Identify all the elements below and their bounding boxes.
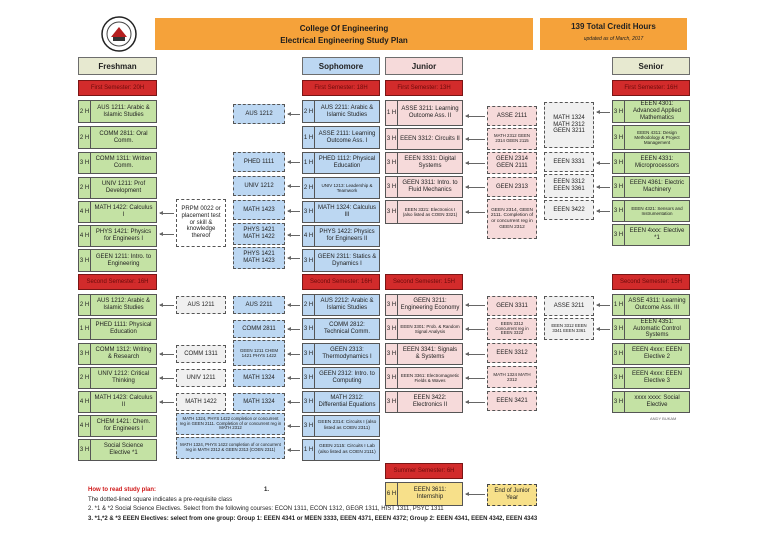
col-junior: Junior: [385, 57, 463, 75]
prereq-phys-math-2: PHYS 1421 MATH 1423: [233, 247, 285, 269]
course-geen-3211: 3 H GEEN 3211: Engineering Economy: [385, 294, 463, 316]
plan-title: Electrical Engineering Study Plan: [280, 35, 408, 45]
arrow: [466, 354, 485, 355]
prereq-eeen-group: EEEN 3312 EEEN 3341 EEEN 3361: [544, 318, 594, 340]
prereq-math-1324-b: MATH 1324: [233, 393, 285, 411]
prereq-eeen-3312-3361: EEEN 3312 EEEN 3361: [544, 174, 594, 198]
college-title: College Of Engineering: [299, 23, 389, 33]
course-asse-4311: 1 H ASSE 4311: Learning Outcome Ass. III: [612, 294, 690, 316]
arrow: [597, 112, 610, 113]
fresh-first-semester: First Semester: 20H: [78, 80, 157, 96]
course-social-elective-1: 3 H Social Science Elective *1: [78, 439, 157, 461]
course-math-1422: 4 H MATH 1422: Calculus I: [78, 201, 157, 223]
arrow: [466, 163, 485, 164]
notes-title: How to read study plan:: [88, 487, 157, 493]
credit-banner: [540, 18, 687, 50]
course-comm-1312: 3 H COMM 1312: Writing & Research: [78, 343, 157, 365]
course-eeen-4351: 3 H EEEN 4351: Automatic Control Systems: [612, 318, 690, 340]
prereq-math-1324-a: MATH 1324: [233, 369, 285, 387]
arrow: [466, 212, 485, 213]
course-math-2312: 3 H MATH 2312: Differential Equations: [302, 391, 380, 413]
arrow: [466, 187, 485, 188]
course-phed-1111: 1 H PHED 1111: Physical Education: [78, 318, 157, 340]
note-line-2: 2. *1 & *2 Social Science Electives. Select from the following courses: ECON 1311, ECON 1312, GEGR 1311, HIST 1311, PSYC 1311: [88, 506, 444, 513]
study-plan-notes: [88, 486, 688, 524]
arrow: [466, 116, 485, 117]
course-geen-2312: 3 H GEEN 2312: Intro. to Computing: [302, 367, 380, 389]
arrow: [466, 305, 485, 306]
prereq-prpm: PRPM 0022 or placement test or skill & knowledge thereof: [176, 199, 226, 247]
course-eeen-4301: 3 H EEEN 4301: Advanced Applied Mathematics: [612, 100, 690, 123]
arrow: [466, 329, 485, 330]
arrow: [288, 258, 300, 259]
prereq-comm-1311: COMM 1311: [176, 345, 226, 363]
arrow: [160, 305, 174, 306]
course-eeen-4311: 3 H EEEN 4311: Design Methodology & Project Management: [612, 125, 690, 150]
course-aus-2212: 2 H AUS 2212: Arabic & Islamic Studies: [302, 294, 380, 316]
course-eeen-4xxx-elective-1: 3 H EEEN 4xxx: Elective *1: [612, 224, 690, 246]
prereq-asse-2111: ASSE 2111: [487, 106, 537, 126]
prereq-geen-2313: GEEN 2313: [487, 177, 537, 197]
course-eeen-3361: 3 H EEEN 3361: Electromagnetic Fields & Waves: [385, 367, 463, 389]
course-eeen-elective-3: 3 H EEEN 4xxx: EEEN Elective 3: [612, 367, 690, 389]
arrow: [466, 139, 485, 140]
course-eeen-3331: 3 H EEEN 3331: Digital Systems: [385, 152, 463, 174]
arrow: [288, 426, 300, 427]
course-comm-1311: 3 H COMM 1311: Written Comm.: [78, 152, 157, 174]
prereq-geen-2314-2111: GEEN 2314 GEEN 2111: [487, 152, 537, 174]
arrow: [288, 162, 300, 163]
arrow: [160, 213, 174, 214]
arrow: [288, 354, 300, 355]
senior-first-semester: First Semester: 16H: [612, 80, 690, 96]
arrow: [288, 378, 300, 379]
course-social-elective-2: 3 H xxxx xxxx: Social Elective: [612, 391, 690, 413]
course-phed-1112: 1 H PHED 1112: Physical Education: [302, 152, 380, 174]
course-asse-2111: 1 H ASSE 2111: Learning Outcome Ass. I: [302, 126, 380, 149]
header-banner: [155, 18, 533, 50]
prereq-aus-1211: AUS 1211: [176, 296, 226, 314]
prereq-aus-1212: AUS 1212: [233, 104, 285, 124]
course-phys-1421: 4 H PHYS 1421: Physics for Engineers I: [78, 225, 157, 247]
prereq-math-1422: MATH 1422: [176, 393, 226, 411]
prereq-geen-2312-concurrent: GEEN 2314, GEEN 2111. Completion of or concurrent reg in GEEN 2312: [487, 199, 537, 239]
course-asse-3211: 1 H ASSE 3211: Learning Outcome Ass. II: [385, 100, 463, 126]
course-chem-1421: 4 H CHEM 1421: Chem. for Engineers I: [78, 415, 157, 437]
prereq-aus-2211: AUS 2211: [233, 296, 285, 314]
prereq-math-1324-2312: MATH 1324 MATH 2312: [487, 366, 537, 388]
prereq-asse-3211: ASSE 3211: [544, 296, 594, 316]
prereq-math-geen-junior: MATH 2312 GEEN 2314 GEEN 2115: [487, 128, 537, 150]
junior-first-semester: First Semester: 13H: [385, 80, 463, 96]
note-line-3: 3. *1,*2 & *3 EEEN Electives: select from one group: Group 1: EEEN 4341 or MEEN 3333, EEEN 4371, EEEN 4372; Group 2: EEEN 4341, EEEN 4342, EEEN 4343: [88, 515, 538, 522]
notes-number-1: 1.: [264, 487, 270, 493]
course-geen-2311: 3 H GEEN 2311: Statics & Dynamics I: [302, 249, 380, 272]
prereq-geen-chem-phys: GEEN 1211 CHEM 1421 PHYS 1422: [233, 340, 285, 366]
course-geen-2314: 3 H GEEN 2314: Circuits I (also listed as COEN 2311): [302, 415, 380, 437]
notes-title-row: [88, 486, 688, 496]
course-geen-2115: 1 H GEEN 2115: Circuits I Lab (also listed as COEN 2111): [302, 439, 380, 461]
summer-semester: Summer Semester: 6H: [385, 463, 463, 479]
course-eeen-3312: 3 H EEEN 3312: Circuits II: [385, 128, 463, 150]
arrow: [466, 378, 485, 379]
prereq-geen-3311: GEEN 3311: [487, 296, 537, 316]
prereq-geen-2313-coen: MATH 1324, PHYS 1422 completion of or concurrent reg in MATH 2312 & GEEN 2313 (COEN 2311): [176, 437, 285, 459]
col-sophomore: Sophomore: [302, 57, 380, 75]
arrow: [288, 211, 300, 212]
credit-hours: 139 Total Credit Hours: [571, 22, 656, 31]
end-of-junior-year: End of Junior Year: [487, 484, 537, 506]
course-comm-2811: 2 H COMM 2811: Oral Comm.: [78, 126, 157, 149]
senior-second-semester: Second Semester: 15H: [612, 274, 690, 290]
course-phys-1422: 4 H PHYS 1422: Physics for Engineers II: [302, 225, 380, 247]
arrow: [160, 402, 174, 403]
course-eeen-3611: 6 H EEEN 3611: Internship: [385, 482, 463, 506]
prereq-geen-2111-math-2312: MATH 1324, PHYS 1422 completion or concurrent reg in GEEN 2111. Completion of or concurrent reg in MATH 2312: [176, 413, 285, 435]
course-math-1423: 4 H MATH 1423: Calculus II: [78, 391, 157, 413]
arrow: [160, 354, 174, 355]
prereq-univ-1212: UNIV 1212: [233, 176, 285, 196]
note-line-1: The dotted-lined square indicates a pre-requisite class: [88, 496, 233, 503]
prereq-univ-1211: UNIV 1211: [176, 369, 226, 387]
prereq-eeen-3312: EEEN 3312: [487, 343, 537, 363]
course-eeen-4321: 3 H EEEN 4321: Sensors and Instrumentation: [612, 200, 690, 222]
updated-note: updated as of March, 2017: [583, 36, 644, 42]
course-eeen-3422: 3 H EEEN 3422: Electronics II: [385, 391, 463, 413]
arrow: [597, 211, 610, 212]
course-math-1324: 3 H MATH 1324: Calculus III: [302, 201, 380, 223]
col-freshman: Freshman: [78, 57, 157, 75]
author-watermark: ANDY BUKAM: [650, 416, 677, 421]
arrow: [160, 378, 174, 379]
fresh-second-semester: Second Semester: 16H: [78, 274, 157, 290]
prereq-phed-1111: PHED 1111: [233, 152, 285, 172]
soph-first-semester: First Semester: 18H: [302, 80, 380, 96]
course-eeen-4361: 3 H EEEN 4361: Electric Machinery: [612, 176, 690, 198]
soph-second-semester: Second Semester: 16H: [302, 274, 380, 290]
arrow: [288, 186, 300, 187]
prereq-comm-2811: COMM 2811: [233, 320, 285, 338]
course-aus-1211: 2 H AUS 1211: Arabic & Islamic Studies: [78, 100, 157, 123]
course-eeen-3321: 3 H EEEN 3321: Electronics I (also listed as COEN 3321): [385, 200, 463, 224]
prereq-math-1423: MATH 1423: [233, 200, 285, 220]
prereq-eeen-3421: EEEN 3421: [487, 391, 537, 411]
course-geen-3311: 3 H GEEN 3311: Intro. to Fluid Mechanics: [385, 176, 463, 198]
arrow: [288, 235, 300, 236]
course-univ-1213: 2 H UNIV 1213: Leadership & Teamwork: [302, 177, 380, 199]
arrow: [288, 402, 300, 403]
college-logo: [100, 15, 138, 53]
arrow: [288, 305, 300, 306]
course-eeen-4331: 3 H EEEN 4331: Microprocessors: [612, 152, 690, 174]
junior-second-semester: Second Semester: 15H: [385, 274, 463, 290]
course-univ-1212: 2 H UNIV 1212: Critical Thinking: [78, 367, 157, 389]
prereq-phys-math-1: PHYS 1421 MATH 1422: [233, 223, 285, 245]
arrow: [466, 402, 485, 403]
arrow: [597, 163, 610, 164]
course-comm-2812: 3 H COMM 2812: Technical Comm.: [302, 318, 380, 340]
prereq-eeen-3331: EEEN 3331: [544, 152, 594, 172]
arrow: [288, 114, 300, 115]
course-eeen-3341: 3 H EEEN 3341: Signals & Systems: [385, 343, 463, 365]
prereq-eeen-3312-conc: EEEN 3312 Concurrent reg in EEEN 3322: [487, 318, 537, 340]
prereq-eeen-3422: EEEN 3422: [544, 200, 594, 220]
course-aus-1212: 2 H AUS 1212: Arabic & Islamic Studies: [78, 294, 157, 316]
course-geen-2313: 3 H GEEN 2313: Thermodynamics I: [302, 343, 380, 365]
course-geen-1211: 3 H GEEN 1211: Intro. to Engineering: [78, 249, 157, 272]
arrow: [597, 329, 610, 330]
arrow: [597, 305, 610, 306]
prereq-senior-math: MATH 1324 MATH 2312 GEEN 3211: [544, 102, 594, 148]
course-aus-2211: 2 H AUS 2211: Arabic & Islamic Studies: [302, 100, 380, 123]
course-eeen-elective-2: 3 H EEEN 4xxx: EEEN Elective 2: [612, 343, 690, 365]
course-univ-1211: 2 H UNIV 1211: Prof Development: [78, 177, 157, 199]
course-eeen-3301: 3 H EEEN 3301: Prob. & Random Signal Analysis: [385, 318, 463, 340]
arrow: [288, 329, 300, 330]
arrow: [597, 187, 610, 188]
col-senior: Senior: [612, 57, 690, 75]
arrow: [160, 234, 174, 235]
arrow: [288, 450, 300, 451]
